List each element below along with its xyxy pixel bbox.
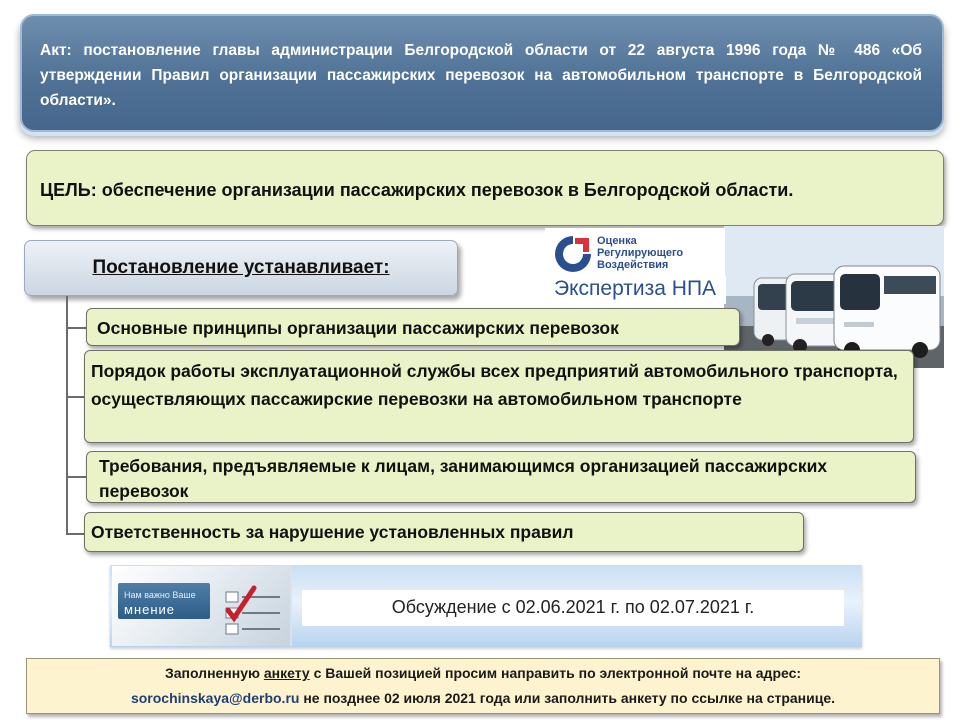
tree-branch-1 xyxy=(66,327,86,329)
opinion-badge-top: Нам важно Ваше xyxy=(124,590,196,600)
buses-illustration xyxy=(724,226,944,368)
buses-photo xyxy=(724,226,944,368)
tree-vertical-line xyxy=(66,296,68,535)
act-text: Акт: постановление главы администрации Белгородской области от 22 августа 1996 года № 486 «Об утверждении Правил организации пассажирских перевозок на автомобильном транспорте в Белгородской области». xyxy=(40,42,922,109)
feedback-note xyxy=(26,658,940,714)
tree-branch-4 xyxy=(66,533,84,535)
establishes-label xyxy=(24,240,458,296)
establishes-label-text: Постановление устанавливает: xyxy=(92,257,390,278)
establish-item-4: Ответственность за нарушение установленных правил xyxy=(84,512,804,552)
tree-branch-2 xyxy=(66,396,84,398)
logo-line-3: Воздействия xyxy=(597,259,669,271)
establish-item-1: Основные принципы организации пассажирских перевозок xyxy=(86,308,740,346)
tree-branch-3 xyxy=(66,476,86,478)
note-middle: с Вашей позицией просим направить по электронной почте на адрес: xyxy=(313,665,802,681)
opinion-badge-main: мнение xyxy=(124,602,176,617)
establish-item-3: Требования, предъявляемые к лицам, занимающимся организацией пассажирских перевозок xyxy=(86,451,916,503)
goal-text: ЦЕЛЬ: обеспечение организации пассажирских перевозок в Белгородской области. xyxy=(40,180,794,200)
establish-item-2: Порядок работы эксплуатационной службы всех предприятий автомобильного транспорта, осуществляющих пассажирские перевозки на автомобильном транспорте xyxy=(84,350,914,443)
note-suffix: не позднее 02 июля 2021 года или заполнить анкету по ссылке на странице. xyxy=(303,690,836,706)
logo-line-1: Оценка xyxy=(597,235,637,247)
logo-subtitle: Экспертиза НПА xyxy=(552,276,726,304)
email-link[interactable]: sorochinskaya@derbo.ru xyxy=(130,690,300,706)
questionnaire-link[interactable]: анкету xyxy=(263,665,310,681)
orv-logo-icon xyxy=(553,234,593,274)
goal-box xyxy=(26,150,944,226)
checklist-icon xyxy=(220,584,286,636)
logo-line-2: Регулирующего xyxy=(597,247,684,259)
note-prefix: Заполненную xyxy=(164,665,260,681)
discussion-dates: Обсуждение с 02.06.2021 г. по 02.07.2021 г. xyxy=(302,590,844,626)
act-header xyxy=(20,14,944,132)
